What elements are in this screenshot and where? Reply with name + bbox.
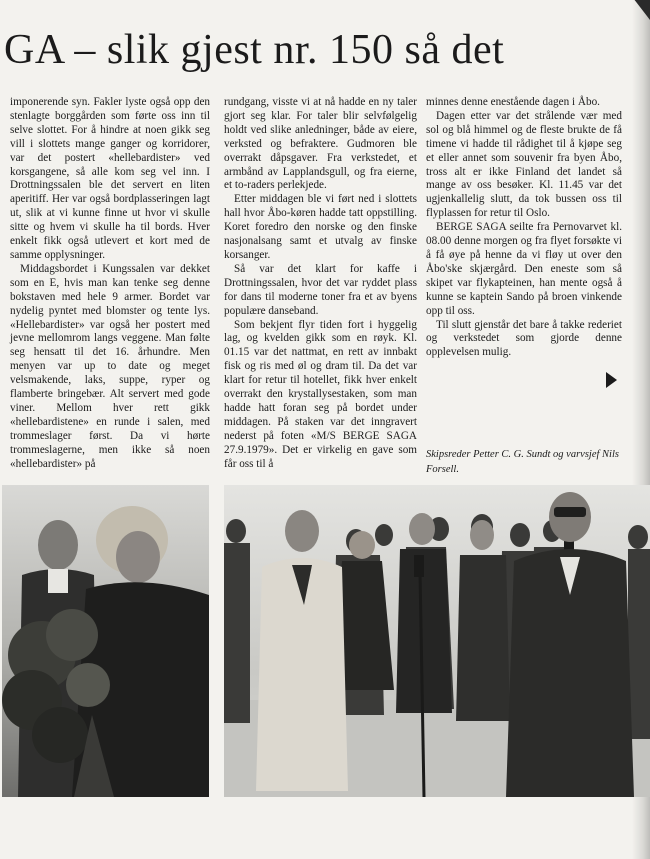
photo-caption: Skipsreder Petter C. G. Sundt og varvsjef Nils Forsell. — [426, 449, 619, 475]
paragraph: Som bekjent flyr tiden fort i hyggelig lag, og kvelden gikk som en røyk. Kl. 01.15 var det nattmat, en rett av innbakt fisk og ris med øl og dram til. Da det var klart for retur til hotellet, fikk hver enkelt overrakt den krystallysestaken, som man hadde hatt foran seg på bordet under middagen. På staken var det inngravert nederst på foten «M/S BERGE SAGA 27.9.1979». Det er virkelig en gave som får oss til å — [224, 318, 417, 470]
paragraph: Til slutt gjenstår det bare å takke rederiet og verkstedet som gjorde denne opplevelsen mulig. — [426, 318, 622, 359]
paragraph: Så var det klart for kaffe i Drottningssalen, hvor det var ryddet plass for dans til moderne toner fra et av byens populære danseband. — [224, 262, 417, 317]
photo-right-illustration — [224, 485, 650, 797]
article-column-1 — [10, 96, 210, 471]
photo-crowd-speech — [224, 485, 650, 797]
continue-arrow-icon — [606, 372, 617, 388]
paragraph: Middagsbordet i Kungssalen var dekket som en E, hvis man kan tenke seg denne bokstaven med hele 9 armer. Bordet var nydelig pyntet med blomster og tente lys. «Hellebardister» var også her postert med jevne mellomrom langs veggene. Man følte seg hensatt til det 16. århundre. Men menyen var up to date og meget velsmakende, laks, suppe, ryper og flamberte bringebær. Alt servert med gode viner. Mellom hver rett gikk «hellebardistene» en runde i salen, med trommeslager først. Da vi hørte trommeslagerne, men ikke så noen «hellebardister» på — [10, 262, 210, 470]
article-headline: GA – slik gjest nr. 150 så det — [4, 27, 505, 73]
article-column-2 — [224, 96, 417, 471]
paragraph: rundgang, visste vi at nå hadde en ny taler gjort seg klar. For taler blir selvfølgelig holdt ved slike anledninger, både av eiere, verksted og befraktere. Gudmoren ble overrakt dåpsgaver. Fra verkstedet, et armbånd av Lapplandsgull, og fra eierne, et to-raders perlekjede. — [224, 96, 417, 192]
paragraph: imponerende syn. Fakler lyste også opp den stenlagte borggården som førte oss inn til selve slottet. For å hindre at noen gikk seg vill i slottets mange ganger og korridorer, var det postert «hellebardister» ved korsgangene, så alle kom seg vel inn. I Drottningssalen ble det servert en liten aperitiff. Her var også bordplasseringen lagt ut, slik at vi kunne finne ut hvor vi skulle sitte og hvem vi skulle ha til bords. Hver enkelt fikk også utlevert et kort med de samme opplysninger. — [10, 96, 210, 261]
paragraph: Dagen etter var det strålende vær med sol og blå himmel og de fleste brukte de få timene vi hadde til rådighet til å kjøpe seg et eller annet som souvenir fra byen Åbo, tross alt er ikke Finland det landet så mange av oss besøker. Kl. 11.45 var det ugjenkallelig slutt, da tok bussen oss til flyplassen for retur til Oslo. — [426, 109, 622, 220]
article-column-3 — [426, 96, 622, 360]
paragraph: BERGE SAGA seilte fra Pernovarvet kl. 08.00 denne morgen og fra flyet forsøkte vi å få øye på henne da vi fløy ut over den Åbo'ske skjærgård. Den eneste som så skipet var flykapteinen, han mente også å kunne se kaptein Sando på broen vinkende opp til oss. — [426, 221, 622, 317]
photo-left-illustration — [2, 485, 209, 797]
paragraph: Etter middagen ble vi ført ned i slottets hall hvor Åbo-køren hadde tatt oppstilling. Koret foredro den norske og den finske nasjonalsang samt et utvalg av finske korsanger. — [224, 193, 417, 261]
photo-woman-with-flowers — [2, 485, 209, 797]
paragraph: minnes denne enestående dagen i Åbo. — [426, 96, 600, 108]
